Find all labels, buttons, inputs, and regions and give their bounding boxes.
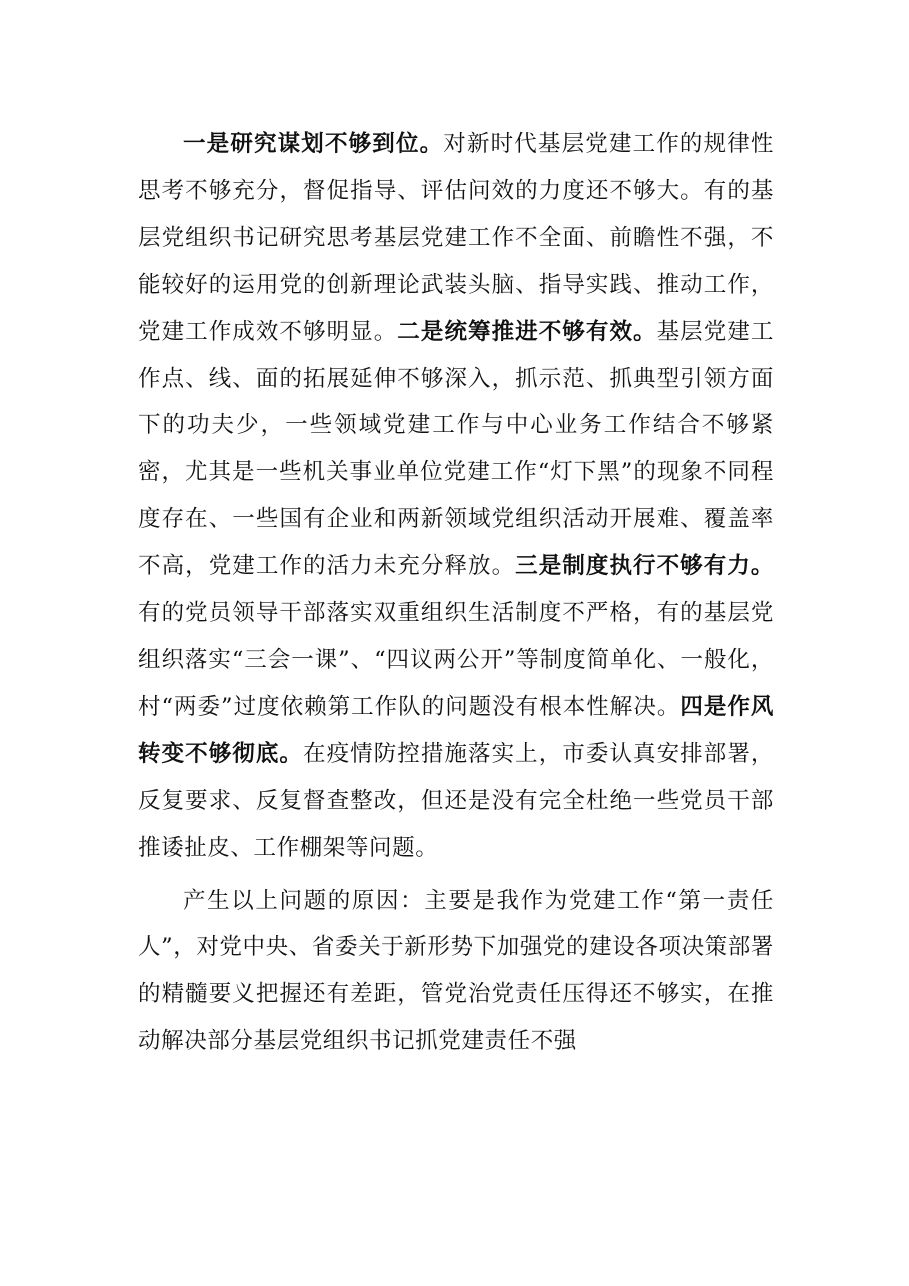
document-body (138, 121, 774, 1065)
body-text-point-one: 对新时代基层党建工作的规律性思考不够充分，督促指导、评估问效的力度还不够大。有的基层党组织书记研究思考基层党建工作不全面、前瞻性不强，不能较好的运用党的创新理论武装头脑、指导实践、推动工作，党建工作成效不够明显。 (138, 131, 774, 345)
heading-point-two: 二是统筹推进不够有效。 (397, 318, 657, 345)
body-text-causes: 产生以上问题的原因：主要是我作为党建工作“第一责任人”，对党中央、省委关于新形势下加强党的建设各项决策部署的精髓要义把握还有差距，管党治党责任压得还不够实，在推动解决部分基层党组织书记抓党建责任不强 (138, 887, 774, 1055)
body-text-point-two: 基层党建工作点、线、面的拓展延伸不够深入，抓示范、抓典型引领方面下的功夫少，一些领域党建工作与中心业务工作结合不够紧密，尤其是一些机关事业单位党建工作“灯下黑”的现象不同程度存在、一些国有企业和两新领域党组织活动开展难、覆盖率不高，党建工作的活力未充分释放。 (138, 318, 774, 580)
heading-point-one: 一是研究谋划不够到位。 (183, 131, 444, 157)
heading-point-three: 三是制度执行不够有力。 (515, 553, 774, 580)
paragraph-problems (138, 121, 774, 872)
paragraph-causes (138, 878, 774, 1066)
heading-point-four: 四是作风转变不够彻底。 (138, 693, 775, 767)
body-text-point-four: 在疫情防控措施落实上，市委认真安排部署，反复要求、反复督查整改，但还是没有完全杜绝一些党员干部推诿扯皮、工作棚架等问题。 (138, 740, 774, 861)
body-text-point-three: 有的党员领导干部落实双重组织生活制度不严格，有的基层党组织落实“三会一课”、“四议两公开”等制度简单化、一般化，村“两委”过度依赖第工作队的问题没有根本性解决。 (138, 600, 774, 720)
